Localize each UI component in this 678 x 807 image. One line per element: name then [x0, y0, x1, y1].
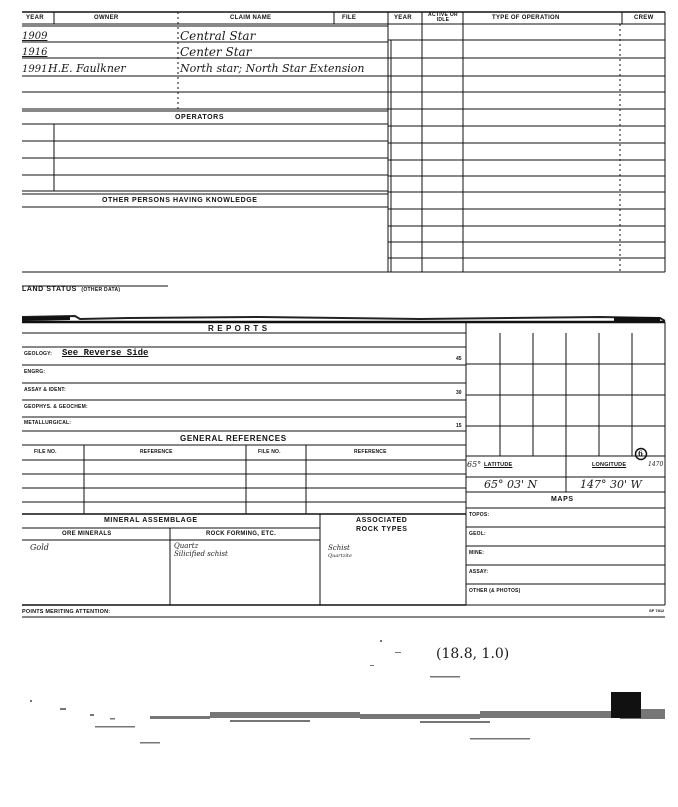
associated-value-2: Quartzite [328, 553, 352, 559]
handwritten-coords: (18.8, 1.0) [436, 646, 510, 662]
latitude-value: 65° 03' N [484, 478, 538, 491]
metallurgical-label: METALLURGICAL: [24, 420, 72, 426]
maps-other: OTHER (& PHOTOS) [469, 588, 521, 594]
owner-row-1-claim: Central Star [180, 29, 256, 43]
header-owner: OWNER [94, 15, 119, 21]
owner-row-1-year: 1909 [22, 31, 48, 42]
associated-title-1: ASSOCIATED [356, 517, 408, 524]
ore-minerals-header: ORE MINERALS [62, 531, 112, 537]
land-status-sub: (OTHER DATA) [81, 287, 121, 293]
associated-value-1: Schist [328, 544, 350, 552]
associated-title-2: ROCK TYPES [356, 526, 408, 533]
circled-digit: 6 [638, 449, 643, 458]
longitude-value: 147° 30' W [580, 478, 642, 491]
maps-title: MAPS [551, 496, 574, 503]
header-active-idle: ACTIVE OR IDLE [428, 12, 458, 23]
header-year-2: YEAR [394, 15, 412, 21]
geology-value: See Reverse Side [62, 348, 149, 358]
header-type-of-operation: TYPE OF OPERATION [492, 15, 560, 21]
assay-ident-label: ASSAY & IDENT: [24, 387, 66, 393]
rock-forming-header: ROCK FORMING, ETC. [206, 531, 277, 537]
header-file: FILE [342, 15, 357, 21]
mineral-assemblage-title: MINERAL ASSEMBLAGE [104, 517, 198, 524]
operators-title: OPERATORS [175, 114, 225, 121]
rock-forming-value-2: Silicified schist [174, 550, 228, 558]
latitude-label: LATITUDE [484, 462, 513, 468]
ref-reference-1: REFERENCE [140, 449, 173, 455]
points-meriting-attention-label: POINTS MERITING ATTENTION: [22, 609, 111, 615]
margin-number-45: 45 [456, 356, 462, 362]
ref-file-no-1: FILE NO. [34, 449, 57, 455]
ref-reference-2: REFERENCE [354, 449, 387, 455]
lat-prefix: 65° [467, 460, 482, 469]
longitude-label: LONGITUDE [592, 462, 627, 468]
geophys-label: GEOPHYS. & GEOCHEM: [24, 404, 88, 410]
form-code: SP 7812 [649, 608, 665, 613]
other-persons-title: OTHER PERSONS HAVING KNOWLEDGE [102, 197, 258, 204]
header-year: YEAR [26, 15, 44, 21]
ore-minerals-value: Gold [30, 543, 49, 552]
owner-row-3-year: 1991 [22, 64, 48, 75]
maps-topos: TOPOS: [469, 512, 490, 518]
general-references-title: GENERAL REFERENCES [180, 434, 287, 443]
rock-forming-value-1: Quartz [174, 542, 199, 550]
maps-mine: MINE: [469, 550, 485, 556]
geology-label: GEOLOGY: [24, 351, 53, 357]
header-crew: CREW [634, 15, 654, 21]
maps-geol: GEOL: [469, 531, 486, 537]
reports-title: R E P O R T S [208, 324, 268, 333]
engrg-label: ENGRG: [24, 369, 46, 375]
owner-row-2-claim: Center Star [180, 45, 252, 59]
land-status [22, 278, 120, 296]
header-claim-name: CLAIM NAME [230, 15, 272, 21]
land-status-label: LAND STATUS [22, 286, 77, 293]
owner-row-2-year: 1916 [22, 47, 48, 58]
owner-row-3-owner: H.E. Faulkner [48, 62, 126, 75]
ref-file-no-2: FILE NO. [258, 449, 281, 455]
longitude-note: 1470 [648, 461, 664, 468]
owner-row-3-claim: North star; North Star Extension [180, 62, 365, 75]
margin-number-30: 30 [456, 390, 462, 396]
margin-number-15: 15 [456, 423, 462, 429]
maps-assay: ASSAY: [469, 569, 489, 575]
